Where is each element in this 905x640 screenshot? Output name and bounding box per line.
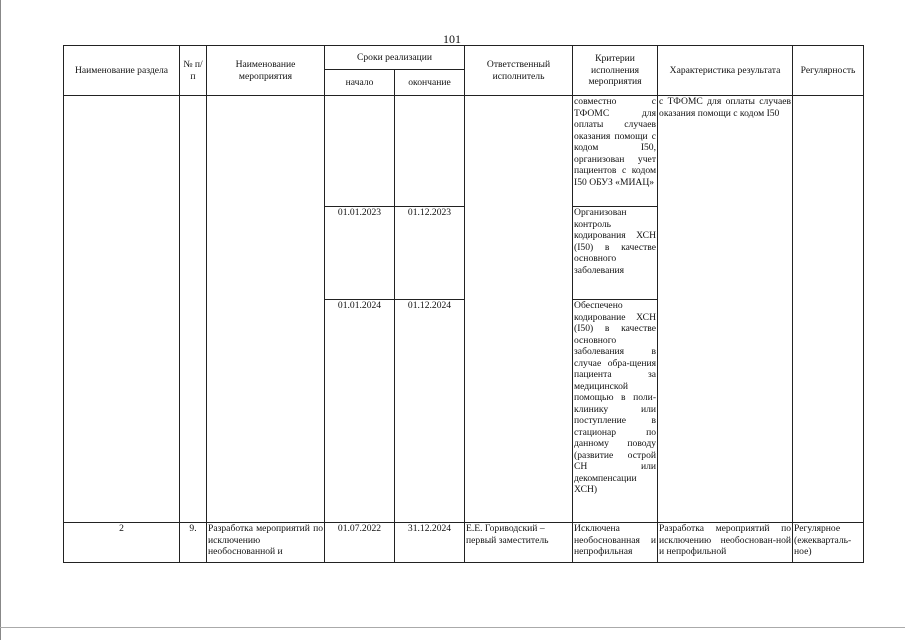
cell-criteria-stack xyxy=(573,96,658,523)
row-responsible: Е.Е. Гориводский – первый заместитель xyxy=(465,523,573,563)
page-number: 101 xyxy=(443,32,461,46)
row-criteria: Исключена необоснованная и непрофильная xyxy=(573,523,658,563)
continuation-row xyxy=(64,96,864,523)
events-table xyxy=(63,45,864,563)
cell-event-empty xyxy=(207,96,325,523)
row-num: 9. xyxy=(180,523,207,563)
cell-regularity-empty xyxy=(793,96,864,523)
cell-responsible-empty xyxy=(465,96,573,523)
scan-edge-line xyxy=(0,0,1,640)
criteria-text-2: Организован контроль кодирования ХСН (I50) в качестве основного заболевания xyxy=(573,206,657,299)
table-row xyxy=(64,523,864,563)
header-num: № п/п xyxy=(180,46,207,96)
criteria-text-3: Обеспечено кодирование ХСН (I50) в качестве основного заболевания в случае обра-щения пациента за медицинской помощью в поли-клинику или поступление в стационар по данному поводу (развитие острой СН или декомпенсации ХСН) xyxy=(574,300,657,495)
row-regularity: Регулярное (ежекварталь-ное) xyxy=(793,523,864,563)
header-event-name: Наименование мероприятия xyxy=(207,46,325,96)
cell-end-stack xyxy=(395,96,465,523)
row-end: 31.12.2024 xyxy=(395,523,465,563)
end-date-2024: 01.12.2024 xyxy=(395,299,464,312)
row-event: Разработка мероприятий по исключению необоснованной и xyxy=(207,523,325,563)
header-criteria: Критерии исполнения мероприятия xyxy=(573,46,658,96)
cell-start-stack xyxy=(325,96,395,523)
header-start: начало xyxy=(325,70,395,96)
header-row xyxy=(64,46,864,70)
header-result: Характеристика результата xyxy=(658,46,793,96)
start-date-2023: 01.01.2023 xyxy=(325,206,394,299)
header-section-name: Наименование раздела xyxy=(64,46,180,96)
row-result: Разработка мероприятий по исключению необоснован-ной и непрофильной xyxy=(658,523,793,563)
header-regularity: Регулярность xyxy=(793,46,864,96)
header-responsible: Ответственный исполнитель xyxy=(465,46,573,96)
result-text-1: с ТФОМС для оплаты случаев оказания помощи с кодом I50 xyxy=(658,96,793,523)
cell-num-empty xyxy=(180,96,207,523)
scan-bottom-line xyxy=(0,627,905,628)
header-terms: Сроки реализации xyxy=(325,46,465,70)
cell-section-empty xyxy=(64,96,180,523)
criteria-text-1: совместно с ТФОМС для оплаты случаев оказания помощи с кодом I50, организован учет пациентов с кодом I50 ОБУЗ «МИАЦ» xyxy=(574,96,657,188)
start-date-2024: 01.01.2024 xyxy=(325,299,394,312)
row-section: 2 xyxy=(64,523,180,563)
end-date-2023: 01.12.2023 xyxy=(395,206,464,299)
row-start: 01.07.2022 xyxy=(325,523,395,563)
header-end: окончание xyxy=(395,70,465,96)
